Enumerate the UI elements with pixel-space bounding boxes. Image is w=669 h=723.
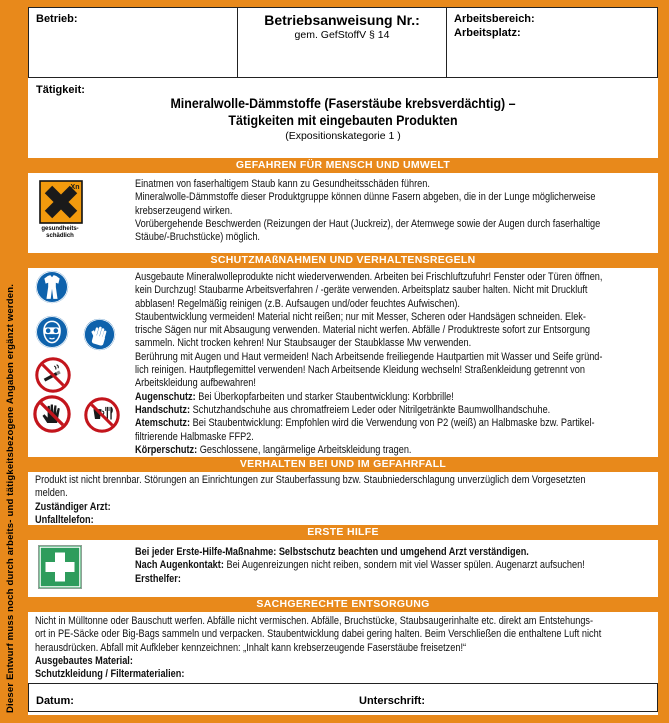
no-eating-drinking-icon (84, 397, 120, 438)
header-row (28, 7, 658, 78)
betriebsanweisung-document (28, 7, 658, 715)
text-line: Ausgebautes Material: (35, 654, 133, 667)
section-erste-hilfe (28, 540, 658, 597)
text-line: Arbeitskleidung aufbewahren! (135, 377, 256, 390)
text-line: krebserzeugend wirken. (135, 204, 233, 217)
activity-title (28, 96, 658, 142)
text-line: Ausgebaute Mineralwolleprodukte nicht wiederverwenden. Arbeiten bei Frischluftzufuhr! Fenster oder Türen öffnen, (135, 271, 603, 283)
text-line: Handschutz: Schutzhandschuhe aus chromatfreiem Leder oder Nitrilgetränkte Baumwollhandschuhe. (135, 403, 551, 416)
document-subtitle: gem. GefStoffV § 14 (294, 29, 390, 41)
verhalten-text (35, 474, 654, 525)
arbeitsbereich-box (447, 8, 657, 77)
text-line: trische Sägen nur mit Absaugung verwenden. Material nicht werfen. Abfälle / Produktreste sofort zur Entsorgung (135, 324, 591, 337)
text-line: Stäube/-Bruchstücke) möglich. (135, 231, 260, 244)
section-entsorgung (28, 612, 658, 683)
text-line: herausdrücken. Abfall mit Aufkleber kennzeichnen: „Inhalt kann krebserzeugende Faserstäube freisetzen!“ (35, 641, 467, 654)
section-header-gefahren: GEFAHREN FÜR MENSCH UND UMWELT (28, 158, 658, 173)
section-verhalten (28, 472, 658, 525)
hazard-code-label: Xn (70, 184, 80, 191)
text-line: melden. (35, 487, 68, 500)
text-line: Vorübergehende Beschwerden (Reizungen der Haut (Juckreiz), der Atemwege sowie der Augen durch faserhaltige (135, 217, 601, 230)
betrieb-label: Betrieb: (36, 13, 78, 25)
protective-gloves-icon (83, 318, 116, 356)
protective-suit-icon (35, 270, 69, 309)
betrieb-box (29, 8, 238, 77)
text-line: Schutzkleidung / Filtermaterialien: (35, 668, 185, 681)
text-line: Körperschutz: Geschlossene, langärmelige Arbeitskleidung tragen. (135, 443, 412, 456)
signature-row (28, 683, 658, 712)
schutz-text (135, 271, 654, 457)
section-gefahren (28, 173, 658, 253)
draft-note-vertical: Dieser Entwurf muss noch durch arbeits- und tätigkeitsbezogene Angaben ergänzt werden. (5, 283, 16, 713)
taetigkeit-box (28, 78, 658, 158)
text-line: lich reinigen. Hautpflegemittel verwenden! Nach Arbeitsende Kleidung wechseln! Straßenkleidung getrennt von (135, 364, 585, 377)
section-header-entsorgung: SACHGERECHTE ENTSORGUNG (28, 597, 658, 612)
first-aid-cross-icon (38, 545, 82, 594)
gefahren-text (135, 178, 654, 244)
text-line: Nicht in Mülltonne oder Bauschutt werfen. Abfälle nicht vermischen. Abfälle, Bruchstücke, Staubsaugerinhalte etc. direkt am Entstehungs- (35, 615, 594, 627)
activity-title-line1: Mineralwolle-Dämmstoffe (Faserstäube krebsverdächtig) – (170, 96, 516, 111)
text-line: Ersthelfer: (135, 572, 181, 585)
entsorgung-text (35, 615, 654, 681)
text-line: Bei jeder Erste-Hilfe-Maßnahme: Selbstschutz beachten und umgehend Arzt verständigen. (135, 546, 529, 558)
activity-subtitle: (Expositionskategorie 1 ) (285, 130, 401, 142)
text-line: Nach Augenkontakt: Bei Augenreizungen nicht reiben, sondern mit viel Wasser spülen. Augenarzt aufsuchen! (135, 559, 585, 572)
text-line: Einatmen von faserhaltigem Staub kann zu Gesundheitsschäden führen. (135, 178, 430, 190)
text-line: Atemschutz: Bei Staubentwicklung: Empfohlen wird die Verwendung von P2 (weiß) an Halbmaske bzw. Partikel- (135, 417, 595, 430)
harmful-xn-icon (39, 180, 83, 224)
safety-goggles-icon (35, 315, 69, 354)
text-line: Mineralwolle-Dämmstoffe dieser Produktgruppe können dünne Fasern abgeben, die in der Lunge möglicherweise (135, 191, 596, 204)
text-line: sammeln. Nicht trocken kehren! Nur Staubsauger der Staubklasse Mw verwenden. (135, 337, 472, 350)
hazard-caption: gesundheits- schädlich (41, 226, 79, 239)
text-line: Produkt ist nicht brennbar. Störungen an Einrichtungen zur Stauberfassung bzw. Staubniederschlagung unverzüglich dem Vorgesetzten (35, 474, 586, 486)
text-line: abblasen! Regelmäßig reinigen (z.B. Aufsaugen und/oder feuchtes Aufwischen). (135, 297, 460, 310)
section-header-verhalten: VERHALTEN BEI UND IM GEFAHRFALL (28, 457, 658, 472)
erste-hilfe-text (135, 546, 654, 586)
text-line: ort in PE-Säcke oder Big-Bags sammeln und verpacken. Staubentwicklung dabei gering halten. Beim Verschließen die enthaltene Luft nicht (35, 628, 602, 641)
section-header-erste-hilfe: ERSTE HILFE (28, 525, 658, 540)
no-touching-icon (33, 395, 71, 438)
text-line: Zuständiger Arzt: (35, 500, 111, 513)
datum-label: Datum: (36, 694, 74, 707)
text-line: Augenschutz: Bei Überkopfarbeiten und starker Staubentwicklung: Korbbrille! (135, 390, 454, 403)
arbeitsbereich-label: Arbeitsbereich: (454, 13, 535, 25)
document-title: Betriebsanweisung Nr.: (264, 12, 420, 28)
arbeitsplatz-label: Arbeitsplatz: (454, 26, 521, 39)
no-smoking-icon (35, 357, 71, 398)
taetigkeit-label: Tätigkeit: (36, 84, 85, 96)
unterschrift-label: Unterschrift: (359, 694, 426, 707)
title-box (238, 8, 447, 77)
activity-title-line2: Tätigkeiten mit eingebauten Produkten (228, 112, 458, 128)
section-header-schutz: SCHUTZMAßNAHMEN UND VERHALTENSREGELN (28, 253, 658, 268)
section-schutz (28, 268, 658, 457)
text-line: Berührung mit Augen und Haut vermeiden! Nach Arbeitsende freiliegende Hautpartien mit Wasser und Seife gründ- (135, 350, 603, 363)
text-line: kein Durchzug! Staubarme Arbeitsverfahren / -geräte verwenden. Arbeitsplatz sauber halten. Nicht mit Druckluft (135, 284, 588, 297)
text-line: Staubentwicklung vermeiden! Material nicht reißen; nur mit Messer, Scheren oder Handsägen schneiden. Elek- (135, 310, 586, 323)
text-line: Unfalltelefon: (35, 513, 94, 525)
text-line: filtrierende Halbmaske FFP2. (135, 430, 254, 443)
